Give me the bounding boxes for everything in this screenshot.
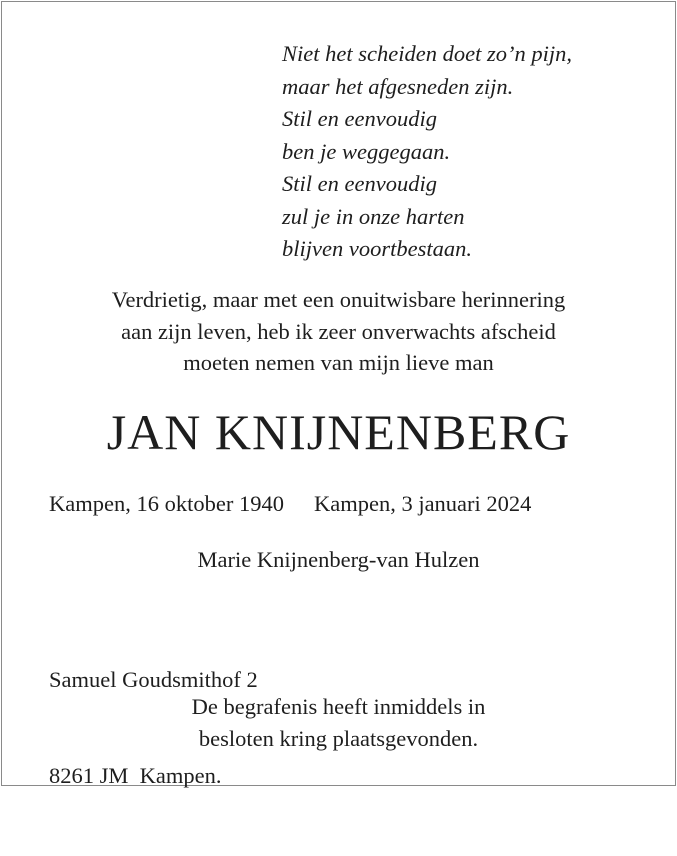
- poem-line: Stil en eenvoudig: [282, 171, 437, 196]
- poem-line: blijven voortbestaan.: [282, 236, 472, 261]
- address-street: Samuel Goudsmithof 2: [49, 667, 258, 692]
- poem-line: Stil en eenvoudig: [282, 106, 437, 131]
- obituary-card: [1, 1, 676, 786]
- poem-line: Niet het scheiden doet zo’n pijn,: [282, 41, 572, 66]
- death-date: Kampen, 3 januari 2024: [313, 491, 532, 516]
- survivor-name: Marie Knijnenberg-van Hulzen: [197, 547, 480, 572]
- funeral-line: De begrafenis heeft inmiddels in: [191, 694, 486, 719]
- life-dates: [49, 488, 531, 520]
- intro-line: moeten nemen van mijn lieve man: [183, 350, 494, 375]
- poem-line: maar het afgesneden zijn.: [282, 73, 514, 99]
- funeral-notice: [2, 691, 675, 755]
- birth-date: Kampen, 16 oktober 1940: [49, 491, 284, 516]
- deceased-name: JAN KNIJNENBERG: [106, 404, 571, 460]
- poem: [282, 38, 572, 266]
- address-city: 8261 JM Kampen.: [49, 763, 222, 788]
- poem-line: ben je weggegaan.: [282, 138, 451, 164]
- intro-line: Verdrietig, maar met een onuitwisbare herinnering: [111, 287, 566, 312]
- poem-line: zul je in onze harten: [282, 203, 465, 229]
- intro-text: [2, 284, 675, 379]
- funeral-line: besloten kring plaatsgevonden.: [198, 726, 479, 751]
- intro-line: aan zijn leven, heb ik zeer onverwachts afscheid: [121, 318, 556, 344]
